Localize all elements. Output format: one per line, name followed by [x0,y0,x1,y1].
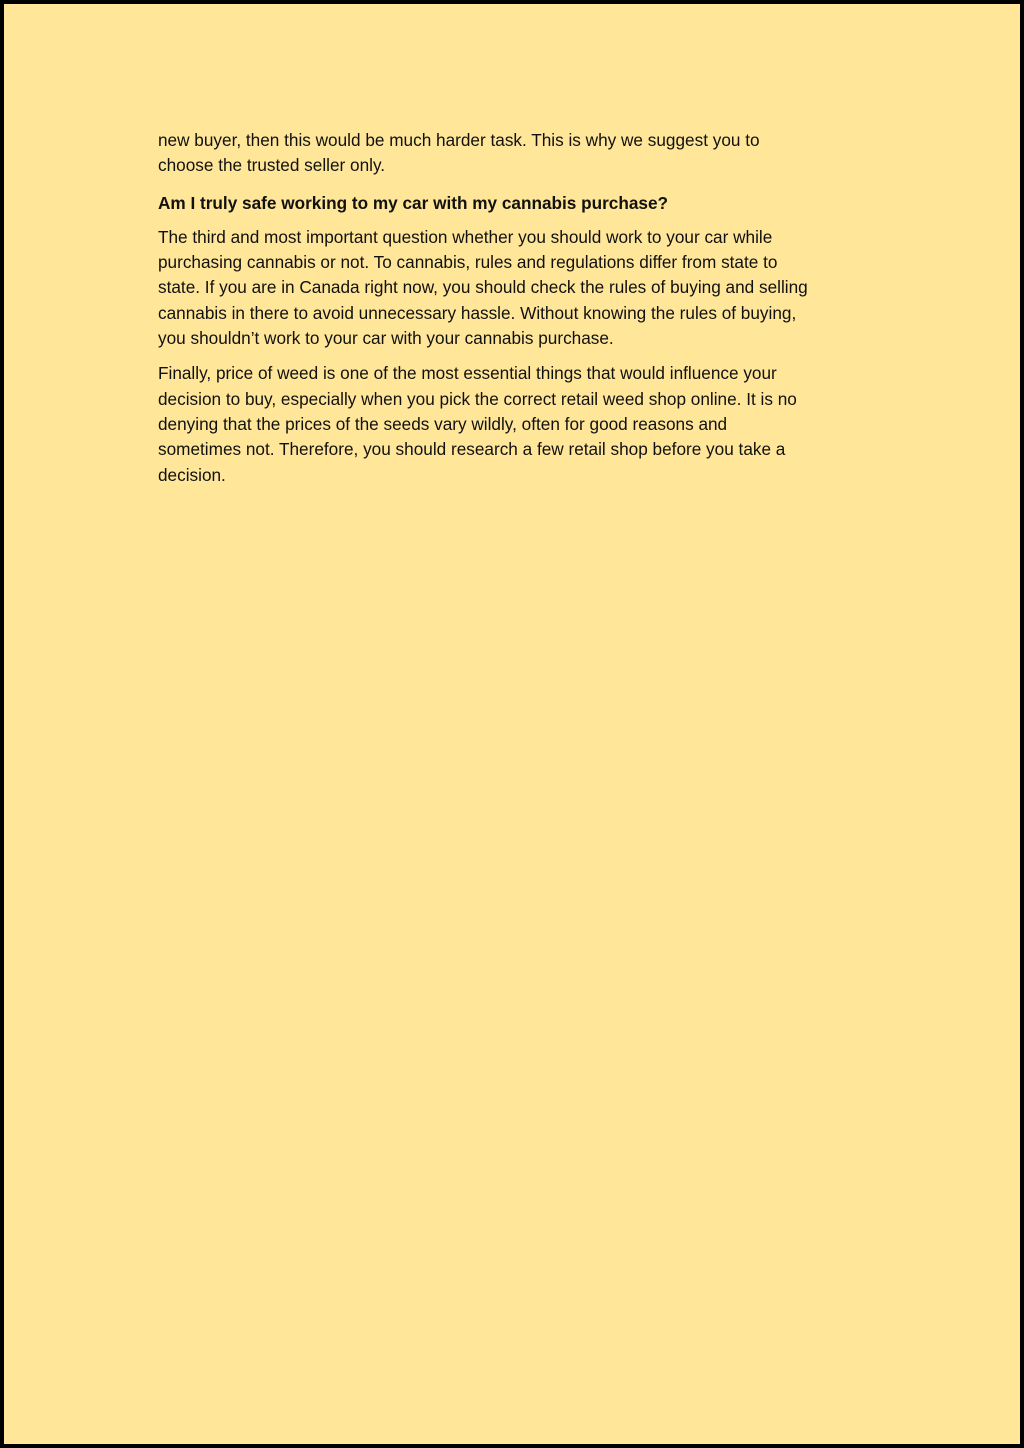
paragraph-continuation: new buyer, then this would be much harder task. This is why we suggest you to choose the trusted seller only. [158,130,760,176]
paragraph-weed-price: Finally, price of weed is one of the most essential things that would influence your decision to buy, especially when you pick the correct retail weed shop online. It is no denying that the prices of the seeds vary wildly, often for good reasons and sometimes not. Therefore, you should research a few retail shop before you take a decision. [158,363,797,485]
paragraph-car-safety: The third and most important question whether you should work to your car while purchasing cannabis or not. To cannabis, rules and regulations differ from state to state. If you are in Canada right now, you should check the rules of buying and selling cannabis in there to avoid unnecessary hassle. Without knowing the rules of buying, you shouldn’t work to your car with your cannabis purchase. [158,226,808,349]
section-heading: Am I truly safe working to my car with my cannabis purchase? [158,192,669,213]
document-body [158,128,878,498]
